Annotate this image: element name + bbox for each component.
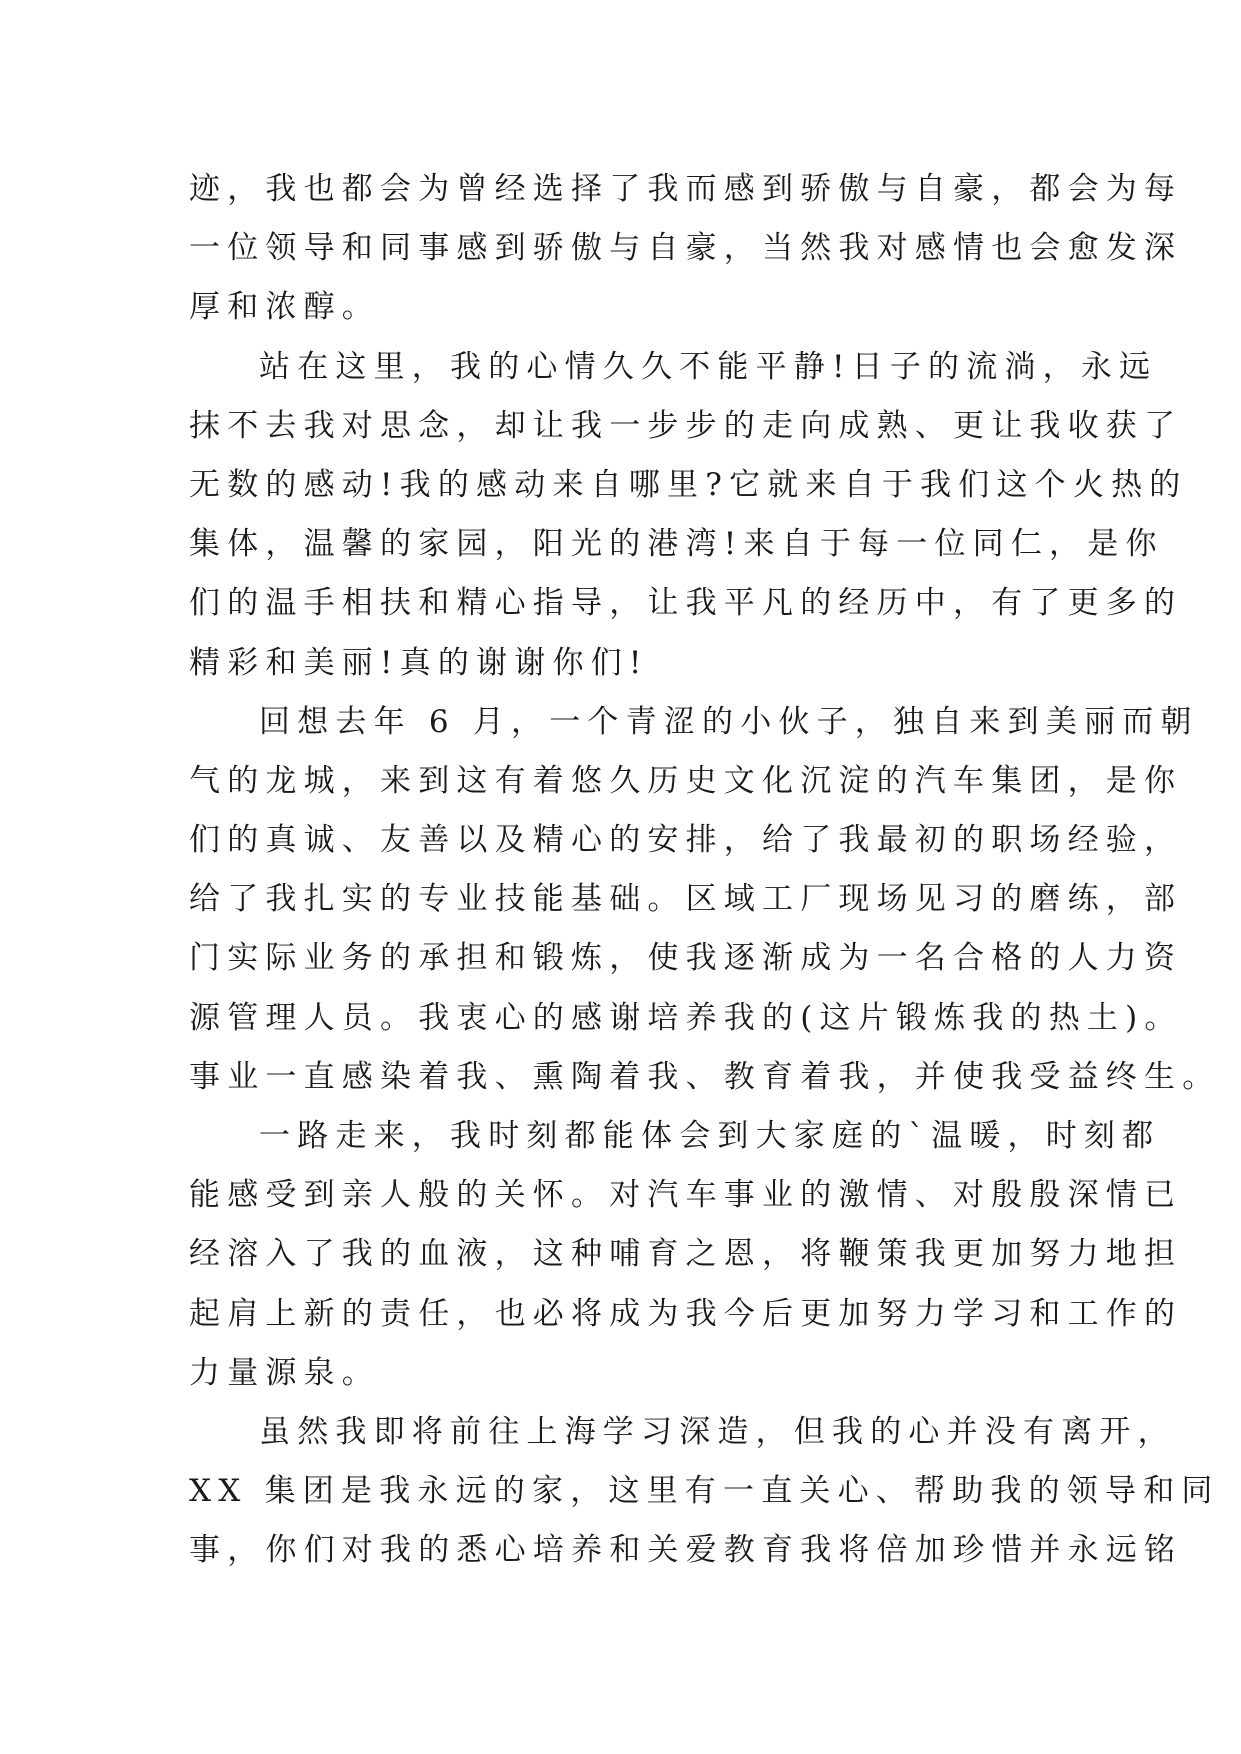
text-line: 事，你们对我的悉心培养和关爱教育我将倍加珍惜并永远铭 xyxy=(189,1532,1183,1569)
text-line: 们的温手相扶和精心指导，让我平凡的经历中，有了更多的 xyxy=(189,585,1183,622)
text-line: 门实际业务的承担和锻炼，使我逐渐成为一名合格的人力资 xyxy=(189,940,1183,977)
text-line: 厚和浓醇。 xyxy=(189,289,380,326)
text-line: 事业一直感染着我、熏陶着我、教育着我，并使我受益终生。 xyxy=(189,1058,1221,1095)
text-line: 一位领导和同事感到骄傲与自豪，当然我对感情也会愈发深 xyxy=(189,230,1183,267)
text-line: 无数的感动!我的感动来自哪里?它就来自于我们这个火热的 xyxy=(189,466,1188,503)
text-line: 经溶入了我的血液，这种哺育之恩，将鞭策我更加努力地担 xyxy=(189,1236,1183,1273)
text-line: 回想去年 6 月，一个青涩的小伙子，独自来到美丽而朝 xyxy=(259,703,1199,740)
text-line: 源管理人员。我衷心的感谢培养我的(这片锻炼我的热土)。 xyxy=(189,999,1183,1036)
text-line: 力量源泉。 xyxy=(189,1354,380,1391)
text-line: 能感受到亲人般的关怀。对汽车事业的激情、对殷殷深情已 xyxy=(189,1177,1183,1214)
text-line: 虽然我即将前往上海学习深造，但我的心并没有离开， xyxy=(259,1413,1176,1450)
text-line: 一路走来，我时刻都能体会到大家庭的`温暖，时刻都 xyxy=(259,1118,1161,1154)
body-text xyxy=(189,160,1221,1581)
text-line: 气的龙城，来到这有着悠久历史文化沉淀的汽车集团，是你 xyxy=(189,762,1183,799)
text-line: 精彩和美丽!真的谢谢你们! xyxy=(189,644,649,681)
text-line: 们的真诚、友善以及精心的安排，给了我最初的职场经验， xyxy=(189,822,1183,859)
text-line: 站在这里，我的心情久久不能平静!日子的流淌，永远 xyxy=(259,348,1158,385)
text-line: 抹不去我对思念，却让我一步步的走向成熟、更让我收获了 xyxy=(189,407,1183,444)
text-line: 起肩上新的责任，也必将成为我今后更加努力学习和工作的 xyxy=(189,1295,1183,1332)
text-line: XX 集团是我永远的家，这里有一直关心、帮助我的领导和同 xyxy=(189,1473,1220,1510)
text-line: 集体，温馨的家园，阳光的港湾!来自于每一位同仁，是你 xyxy=(189,526,1164,563)
text-line: 迹，我也都会为曾经选择了我而感到骄傲与自豪，都会为每 xyxy=(189,171,1183,207)
text-line: 给了我扎实的专业技能基础。区域工厂现场见习的磨练，部 xyxy=(189,881,1183,918)
